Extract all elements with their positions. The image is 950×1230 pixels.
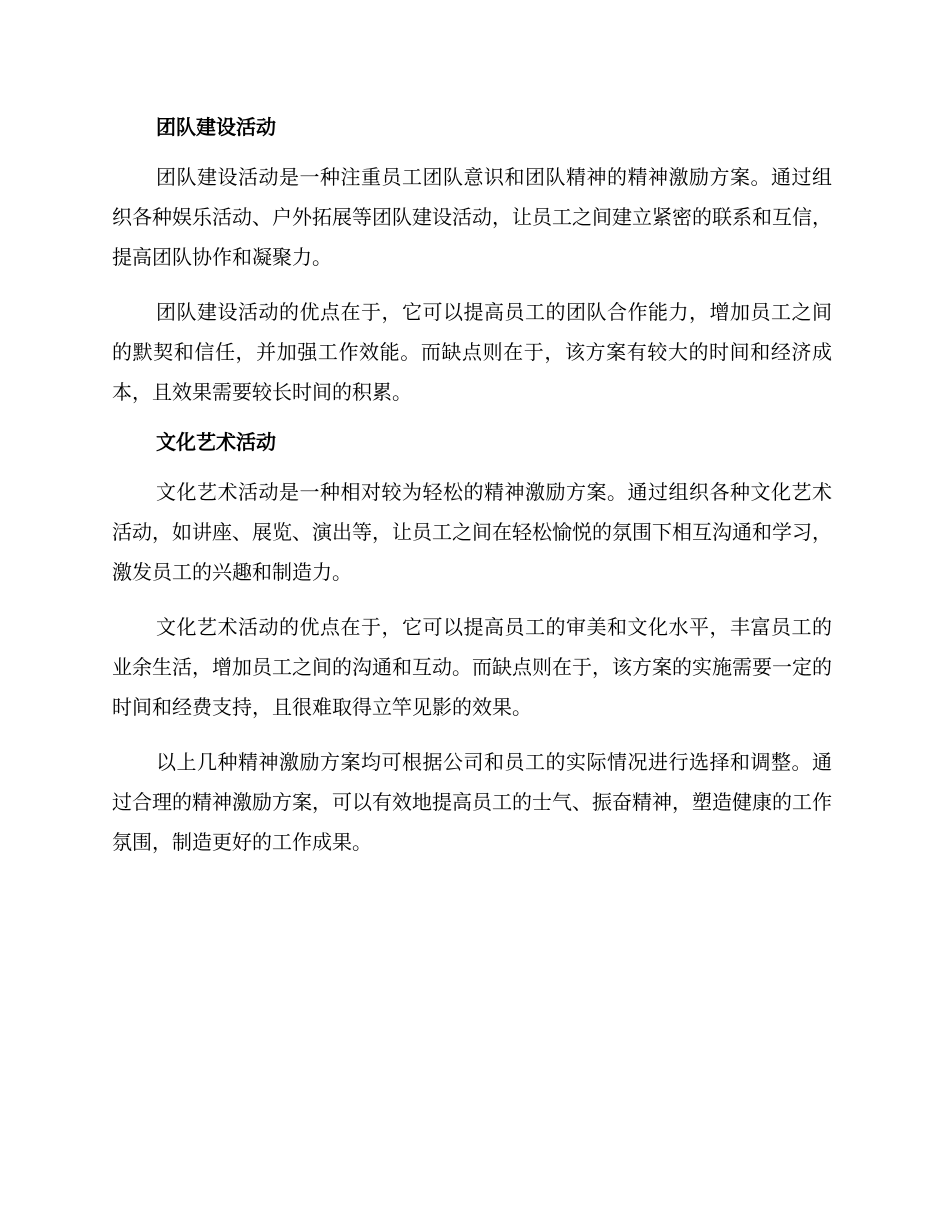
section-heading-team-building: 团队建设活动 [156,115,276,139]
document-page [112,107,832,862]
paragraph-conclusion: 以上几种精神激励方案均可根据公司和员工的实际情况进行选择和调整。通过合理的精神激励方案，可以有效地提高员工的士气、振奋精神，塑造健康的工作氛围，制造更好的工作成果。 [112,750,832,854]
paragraph-culture-art-pros-cons: 文化艺术活动的优点在于，它可以提高员工的审美和文化水平，丰富员工的业余生活，增加员工之间的沟通和互动。而缺点则在于，该方案的实施需要一定的时间和经费支持，且很难取得立竿见影的效果。 [112,615,832,719]
paragraph-culture-art-intro: 文化艺术活动是一种相对较为轻松的精神激励方案。通过组织各种文化艺术活动，如讲座、展览、演出等，让员工之间在轻松愉悦的氛围下相互沟通和学习，激发员工的兴趣和制造力。 [112,480,832,584]
section-heading-culture-art: 文化艺术活动 [156,430,276,454]
paragraph-team-building-intro: 团队建设活动是一种注重员工团队意识和团队精神的精神激励方案。通过组织各种娱乐活动、户外拓展等团队建设活动，让员工之间建立紧密的联系和互信，提高团队协作和凝聚力。 [112,165,832,269]
paragraph-team-building-pros-cons: 团队建设活动的优点在于，它可以提高员工的团队合作能力，增加员工之间的默契和信任，并加强工作效能。而缺点则在于，该方案有较大的时间和经济成本，且效果需要较长时间的积累。 [112,300,832,404]
